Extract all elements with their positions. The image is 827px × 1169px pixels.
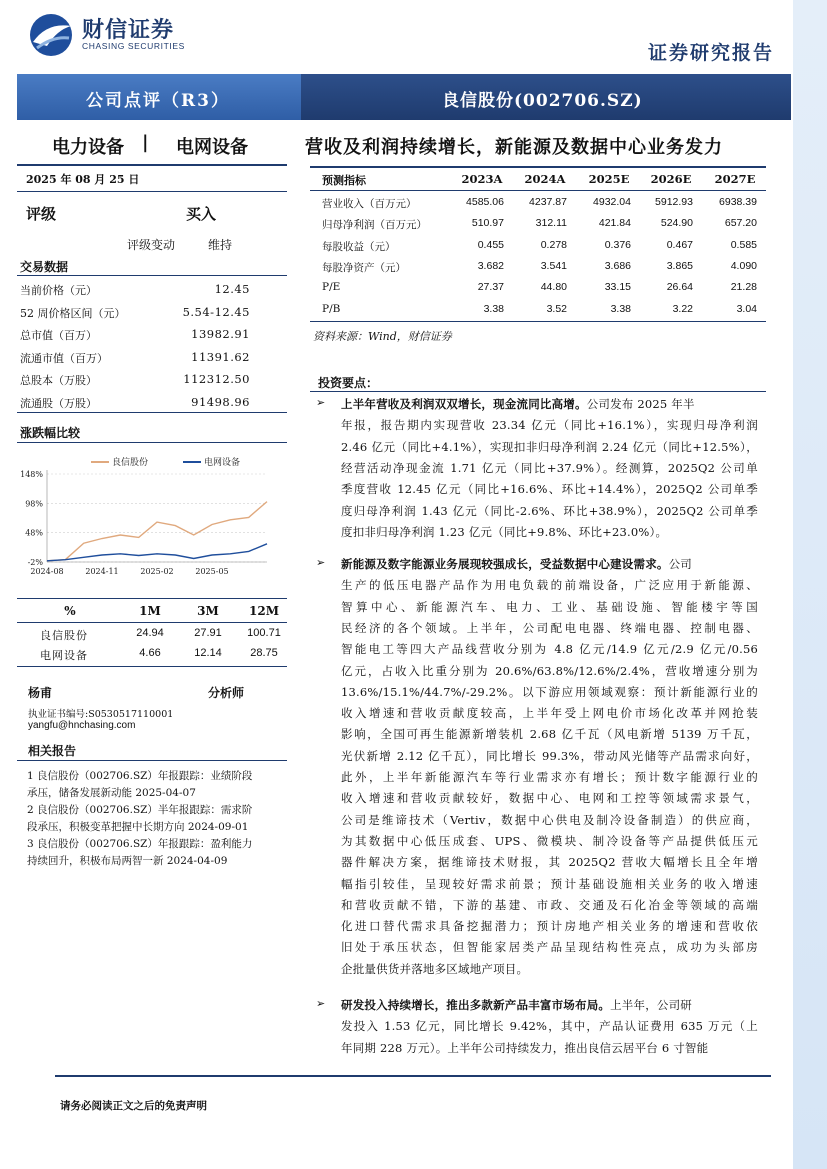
trading-row-key: 52 周价格区间（元） [20, 306, 126, 320]
bullet-arrow-icon: ➢ [316, 556, 326, 569]
forecast-cell: 6938.39 [719, 196, 757, 208]
brand-en: CHASING SECURITIES [82, 41, 185, 51]
industry-level1: 电力设备 [52, 137, 124, 158]
rating-label: 评级 [26, 205, 57, 223]
date-rule-bottom [17, 191, 287, 192]
point-line: 年同期 228 万元）。上半年公司持续发力，推出良信云居平台 6 寸智能 [341, 1040, 709, 1055]
forecast-cell: 0.278 [540, 238, 567, 251]
perf-chart-rule [17, 442, 287, 443]
point-line: 亿元，占收入比重分别为 20.6%/63.8%/12.6%/2.4%，营收增速分别为 [341, 663, 758, 678]
y-tick-label: 48% [25, 528, 43, 538]
trading-row-key: 总市值（百万） [20, 329, 97, 342]
y-tick-label: -2% [27, 558, 43, 567]
forecast-cell: 0.585 [730, 238, 757, 251]
rating-value: 买入 [186, 205, 217, 223]
x-tick-label: 2024-11 [85, 567, 119, 576]
perf-table-cell: 24.94 [136, 627, 164, 639]
forecast-cell: 5912.93 [655, 196, 693, 208]
forecast-cell: 21.28 [730, 281, 757, 294]
series-line-liangxin [47, 502, 267, 561]
forecast-cell: 4237.87 [529, 196, 567, 208]
point-line: 企批量供货并落地多区域地产项目。 [341, 961, 529, 976]
point-line: 公司 [668, 557, 693, 571]
trading-row-key: 流通股（万股） [20, 396, 97, 410]
date-rule-top [17, 164, 287, 166]
forecast-cell: 3.04 [736, 302, 757, 315]
forecast-cell: 3.38 [483, 302, 504, 315]
point-line: 收入增速和营收贡献度较高，上半年受上网电价市场化改革并网抢装 [341, 706, 758, 721]
forecast-cell: 3.38 [610, 302, 631, 315]
perf-table-header: 12M [249, 604, 279, 618]
perf-table-header: 3M [197, 604, 219, 618]
industry-separator: | [142, 132, 149, 153]
related-item-line2: 段承压，积极变革把握中长期方向 2024-09-01 [27, 821, 249, 833]
related-rule [17, 760, 287, 761]
forecast-cell: 33.15 [604, 281, 631, 294]
point-line: 智算中心、新能源汽车、电力、工业、基础设施、智能楼宇等国 [341, 599, 758, 614]
logo-emblem-icon [27, 12, 75, 58]
point-line: 经营活动净现金流 1.71 亿元（同比+37.9%）。经测算，2025Q2 公司单 [341, 460, 758, 475]
forecast-cell: 营业收入（百万元） [322, 198, 417, 210]
point-line: 影响，全国可再生能源新增装机 2.68 亿千瓦（风电新增 5139 万千瓦， [341, 727, 758, 742]
point-line: 公司发布 2025 年半 [586, 397, 695, 411]
point-line: 幅指引较佳，呈现较好需求前景；预计基础设施相关业务的收入增速 [341, 876, 758, 891]
perf-table-cell: 电网设备 [40, 649, 88, 662]
trading-row-value: 13982.91 [191, 327, 250, 341]
analyst-role: 分析师 [208, 686, 245, 700]
legend-label: 良信股份 [112, 458, 149, 468]
trading-title: 交易数据 [20, 260, 69, 274]
related-item-line2: 承压，储备发展新动能 2025-04-07 [27, 787, 196, 799]
forecast-header: 2027E [714, 172, 756, 186]
point-line: 上半年，公司研 [610, 998, 693, 1012]
x-tick-label: 2025-05 [195, 567, 229, 576]
points-title: 投资要点： [318, 376, 379, 390]
point-line: 公司是维谛技术（Vertiv，数据中心供电及制冷设备制造）的供应商， [341, 812, 758, 827]
point-first-line [341, 554, 758, 575]
forecast-header: 2023A [461, 172, 503, 186]
forecast-header: 预测指标 [322, 174, 366, 187]
trading-row-value: 11391.62 [191, 349, 250, 364]
forecast-cell: 3.52 [546, 302, 567, 315]
perf-table-rule-top [17, 598, 287, 599]
analyst-email: yangfu@hnchasing.com [28, 720, 136, 731]
forecast-header: 2025E [588, 172, 630, 186]
rating-change-value: 维持 [208, 238, 233, 252]
point-line: 年报，报告期内实现营收 23.34 亿元（同比+16.1%），实现归母净利润 [341, 418, 758, 433]
y-tick-label: 98% [25, 499, 43, 509]
perf-table-header-rule [17, 622, 287, 623]
point-line: 旧处于承压状态，但智能家居类产品呈现结构性亮点，成功为头部房 [341, 940, 758, 955]
forecast-cell: 421.84 [598, 217, 631, 230]
forecast-cell: 4.090 [730, 259, 757, 272]
forecast-cell: 3.686 [604, 259, 631, 272]
forecast-cell: 4585.06 [466, 196, 504, 208]
forecast-cell: 3.865 [666, 259, 693, 272]
banner-left-text: 公司点评（R3） [86, 91, 230, 111]
perf-table-header: 1M [139, 604, 161, 618]
forecast-cell: 3.682 [477, 259, 504, 272]
trading-row-value: 5.54-12.45 [182, 304, 250, 319]
point-line: 此外，上半年新能源汽车等行业需求亦有增长；预计数字能源行业的 [341, 770, 758, 784]
point-line: 发投入 1.53 亿元，同比增长 9.42%，其中，产品认证费用 635 万元（上 [341, 1019, 758, 1034]
point-line: 生产的低压电器产品作为用电负载的前端设备，广泛应用于新能源、 [341, 578, 758, 593]
point-lead: 上半年营收及利润双双增长，现金流同比高增。 [341, 397, 587, 411]
forecast-rule-top [310, 166, 766, 168]
forecast-cell: 归母净利润（百万元） [322, 219, 427, 232]
point-first-line [341, 394, 758, 415]
forecast-cell: 44.80 [540, 281, 567, 294]
trading-row-value: 112312.50 [183, 372, 250, 386]
point-line: 收入增速和营收贡献较好，数据中心、电网和工控等领域需求景气， [341, 791, 758, 806]
trading-row-key: 总股本（万股） [20, 374, 97, 387]
point-line: 器件解决方案，据维谛技术财报，其 2025Q2 营收大幅增长且全年增 [341, 855, 758, 870]
point-line: 民经济的各个领域。上半年，公司配电电器、终端电器、控制电器、 [341, 620, 758, 635]
legend-label: 电网设备 [204, 458, 241, 468]
related-item-line1: 2 良信股份（002706.SZ）半年报跟踪：需求阶 [27, 804, 253, 816]
related-item-line2: 持续回升，积极布局两智一新 2024-04-09 [27, 855, 228, 867]
report-type: 证券研究报告 [648, 42, 775, 64]
forecast-cell: 每股收益（元） [322, 240, 396, 253]
banner-right-text: 良信股份(002706.SZ) [442, 91, 643, 111]
perf-table-cell: 良信股份 [40, 629, 88, 642]
forecast-cell: 510.97 [471, 217, 504, 230]
point-line: 光伏新增 2.12 亿千瓦），同比增长 99.3%，带动风光储等产品需求向好， [341, 748, 758, 763]
forecast-cell: P/E [322, 281, 341, 294]
x-tick-label: 2025-02 [140, 567, 174, 576]
trading-row-key: 当前价格（元） [20, 284, 97, 297]
report-date: 2025 年 08 月 25 日 [26, 173, 140, 186]
y-tick-label: 148% [20, 470, 43, 479]
trading-row-value: 91498.96 [191, 394, 250, 409]
point-line: 智能电工等四大产品线营收分别为 4.8 亿元/14.9 亿元/2.9 亿元/0.56 [341, 642, 758, 657]
forecast-cell: 657.20 [724, 217, 757, 230]
perf-table-cell: 12.14 [194, 647, 222, 659]
forecast-cell: 3.22 [672, 302, 693, 315]
related-item-line1: 3 良信股份（002706.SZ）年报跟踪：盈利能力 [27, 838, 253, 850]
forecast-source: 资料来源：Wind，财信证券 [313, 330, 452, 343]
point-first-line [341, 995, 758, 1016]
brand-cn: 财信证券 [82, 17, 175, 42]
forecast-cell: 0.376 [604, 238, 631, 251]
bullet-arrow-icon: ➢ [316, 997, 326, 1010]
footer-rule [55, 1075, 771, 1077]
point-line: 2.46 亿元（同比+4.1%），实现扣非归母净利润 2.24 亿元（同比+12.5%）， [341, 439, 758, 454]
forecast-cell: 26.64 [666, 281, 693, 294]
perf-table-cell: 100.71 [247, 627, 281, 639]
point-line: 化进口替代需求具备挖掘潜力；预计房地产相关业务的增速和营收依 [341, 919, 758, 934]
perf-table-header: % [64, 604, 76, 618]
disclaimer: 请务必阅读正文之后的免责声明 [60, 1100, 207, 1112]
forecast-cell: 524.90 [660, 217, 693, 230]
rating-change-label: 评级变动 [127, 238, 176, 252]
related-title: 相关报告 [28, 744, 77, 758]
forecast-cell: 27.37 [477, 281, 504, 294]
forecast-cell: 0.467 [666, 238, 693, 251]
forecast-header: 2024A [524, 172, 566, 186]
point-line: 为其数据中心低压成套、UPS、微模块、制冷设备等产品提供低压元 [341, 833, 758, 848]
forecast-cell: P/B [322, 302, 341, 315]
points-rule [310, 391, 766, 392]
trading-row-key: 流通市值（百万） [20, 351, 108, 365]
point-lead: 新能源及数字能源业务展现较强成长，受益数据中心建设需求。 [341, 557, 669, 571]
side-strip [793, 0, 827, 1169]
point-lead: 研发投入持续增长，推出多款新产品丰富市场布局。 [341, 998, 611, 1012]
trading-rule-bottom [17, 412, 287, 413]
industry-level2: 电网设备 [176, 137, 248, 158]
perf-table-cell: 27.91 [194, 627, 222, 639]
headline: 营收及利润持续增长，新能源及数据中心业务发力 [305, 137, 723, 158]
forecast-cell: 0.455 [477, 238, 504, 251]
point-line: 度扣非归母净利润 1.23 亿元（同比+9.8%、环比+23.0%）。 [341, 524, 668, 539]
forecast-cell: 3.541 [540, 259, 567, 272]
perf-table-rule-bottom [17, 666, 287, 667]
point-line: 和营收贡献不错，下游的基建、市政、交通及石化冶金等领域的高端 [341, 897, 758, 912]
forecast-rule-bottom [310, 321, 766, 322]
perf-table-cell: 28.75 [250, 647, 278, 659]
analyst-cert: 执业证书编号:S0530517110001 [28, 709, 174, 720]
trading-row-value: 12.45 [214, 282, 250, 296]
forecast-header: 2026E [650, 172, 692, 186]
forecast-cell: 4932.04 [593, 196, 631, 208]
bullet-arrow-icon: ➢ [316, 396, 326, 409]
perf-table-cell: 4.66 [139, 647, 161, 659]
forecast-header-rule [310, 190, 766, 191]
perf-chart-title: 涨跌幅比较 [20, 426, 81, 440]
forecast-cell: 每股净资产（元） [322, 261, 406, 274]
analyst-name: 杨甫 [28, 686, 53, 700]
point-line: 13.6%/15.1%/44.7%/-29.2%。以下游应用领域观察：预计新能源行业的 [341, 684, 758, 699]
related-item-line1: 1 良信股份（002706.SZ）年报跟踪：业绩阶段 [27, 770, 253, 782]
forecast-cell: 312.11 [535, 217, 567, 230]
point-line: 季度营收 12.45 亿元（同比+16.6%、环比+14.4%），2025Q2 公司单季 [341, 482, 758, 497]
performance-line-chart [17, 444, 287, 584]
trading-rule [17, 275, 287, 276]
logo [27, 12, 75, 58]
x-tick-label: 2024-08 [30, 567, 64, 576]
point-line: 度归母净利润 1.43 亿元（同比-2.6%、环比+38.9%），2025Q2 公司单季 [341, 503, 758, 518]
